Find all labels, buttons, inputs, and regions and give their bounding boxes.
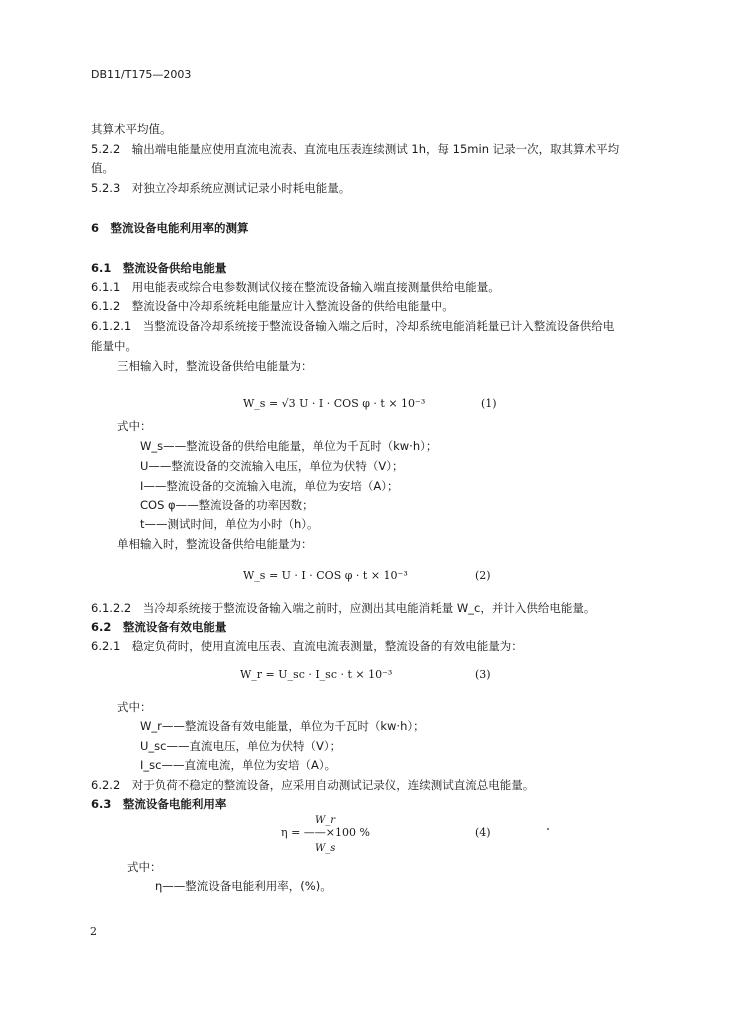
fraction-denominator: W_s <box>315 843 336 854</box>
clause-6-2-1: 6.2.1 稳定负荷时，使用直流电压表、直流电流表测量，整流设备的有效电能量为： <box>91 639 523 653</box>
equation-2-number: (2) <box>475 569 491 582</box>
fraction-numerator: W_r <box>315 815 336 826</box>
clause-6-2-2: 6.2.2 对于负荷不稳定的整流设备，应采用自动测试记录仪，连续测试直流总电能量。 <box>91 778 535 792</box>
clause-5-2-2: 5.2.2 输出端电能量应使用直流电流表、直流电压表连续测试 1h，每 15min 记录一次，取其算术平均 <box>91 142 620 156</box>
clause-6-1-2-1: 6.1.2.1 当整流设备冷却系统接于整流设备输入端之后时，冷却系统电能消耗量已计入整流设备供给电 <box>91 319 615 333</box>
section-6-2-heading: 6.2 整流设备有效电能量 <box>91 620 227 634</box>
equation-3-number: (3) <box>475 668 491 681</box>
where-label: 式中： <box>117 700 152 714</box>
where-label: 式中： <box>117 419 152 433</box>
clause-6-1-2: 6.1.2 整流设备中冷却系统耗电能量应计入整流设备的供给电能量中。 <box>91 299 454 313</box>
definition-ws: W_s——整流设备的供给电能量，单位为千瓦时（kw·h）； <box>140 439 438 453</box>
definition-wr: W_r——整流设备有效电能量，单位为千瓦时（kw·h）； <box>140 719 425 733</box>
section-6-heading: 6 整流设备电能利用率的测算 <box>91 221 249 235</box>
clause-6-1-1: 6.1.1 用电能表或综合电参数测试仪接在整流设备输入端直接测量供给电能量。 <box>91 280 500 294</box>
clause-6-1-2-1-cont: 能量中。 <box>91 339 137 353</box>
equation-4: η = ——×100 % <box>281 826 370 839</box>
definition-cos-phi: COS φ——整流设备的功率因数； <box>140 498 314 512</box>
clause-6-1-2-2: 6.1.2.2 当冷却系统接于整流设备输入端之前时，应测出其电能消耗量 W_c，并计入供给电能量。 <box>91 601 596 615</box>
scan-speck <box>547 828 549 830</box>
section-6-3-heading: 6.3 整流设备电能利用率 <box>91 797 227 811</box>
section-6-1-heading: 6.1 整流设备供给电能量 <box>91 261 227 275</box>
three-phase-intro: 三相输入时，整流设备供给电能量为： <box>117 359 313 373</box>
definition-t: t——测试时间，单位为小时（h）。 <box>140 517 319 531</box>
equation-3: W_r = U_sc · I_sc · t × 10⁻³ <box>240 668 393 681</box>
definition-isc: I_sc——直流电流，单位为安培（A）。 <box>140 758 337 772</box>
single-phase-intro: 单相输入时，整流设备供给电能量为： <box>117 537 313 551</box>
paragraph-line: 其算术平均值。 <box>91 122 172 136</box>
clause-5-2-2-cont: 值。 <box>91 161 114 175</box>
definition-i: I——整流设备的交流输入电流，单位为安培（A）； <box>140 479 399 493</box>
equation-1: W_s = √3 U · I · COS φ · t × 10⁻³ <box>243 397 426 410</box>
definition-usc: U_sc——直流电压，单位为伏特（V）； <box>140 739 342 753</box>
equation-2: W_s = U · I · COS φ · t × 10⁻³ <box>243 569 408 582</box>
equation-1-number: (1) <box>481 397 497 410</box>
definition-u: U——整流设备的交流输入电压，单位为伏特（V）； <box>140 459 404 473</box>
document-id-header: DB11/T175—2003 <box>91 68 192 81</box>
definition-eta: η——整流设备电能利用率，(%)。 <box>155 879 332 893</box>
page-number: 2 <box>90 925 97 938</box>
where-label: 式中： <box>127 860 162 874</box>
equation-4-number: (4) <box>475 826 491 839</box>
clause-5-2-3: 5.2.3 对独立冷却系统应测试记录小时耗电能量。 <box>91 181 351 195</box>
